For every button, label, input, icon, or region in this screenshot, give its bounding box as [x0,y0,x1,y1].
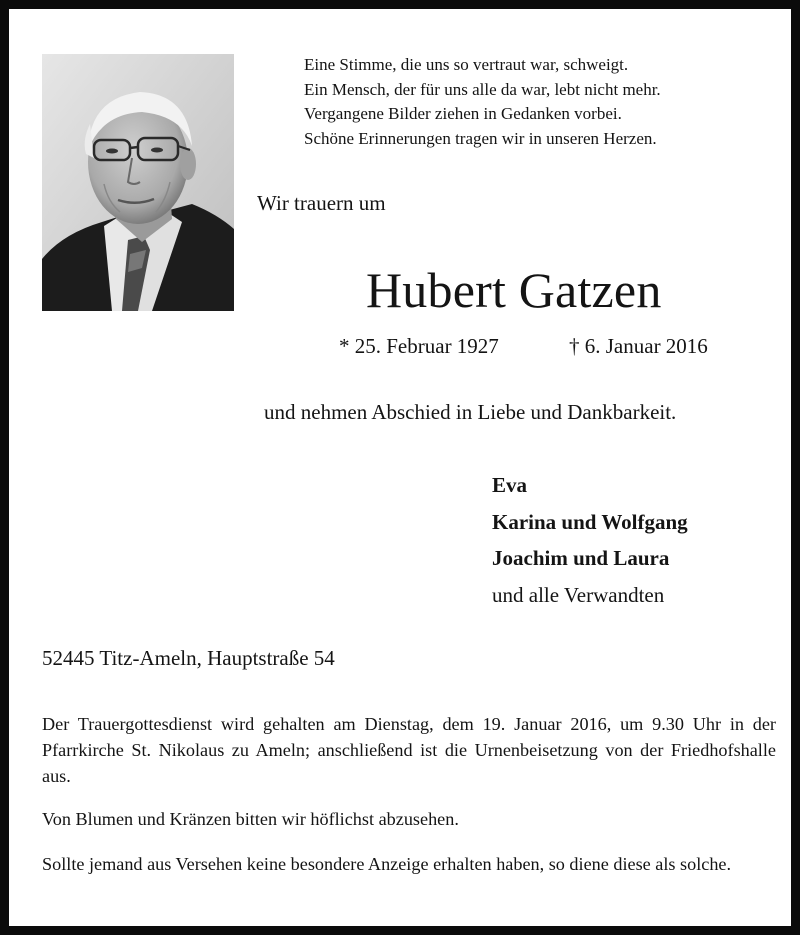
poem-line: Vergangene Bilder ziehen in Gedanken vorbei. [304,104,622,123]
memorial-poem [304,53,661,151]
birth-date: * 25. Februar 1927 [339,334,499,358]
notice-statement: Sollte jemand aus Versehen keine besondere Anzeige erhalten haben, so diene diese als solche. [42,854,732,874]
mourner-name: Joachim und Laura [492,546,670,570]
flowers-request: Von Blumen und Kränzen bitten wir höflichst abzusehen. [42,809,459,829]
portrait-photo [42,54,234,311]
mourning-intro: Wir trauern um [257,191,386,215]
poem-line: Ein Mensch, der für uns alle da war, lebt nicht mehr. [304,79,661,99]
funeral-service-info: Der Trauergottesdienst wird gehalten am Dienstag, dem 19. Januar 2016, um 9.30 Uhr in der Pfarrkirche St. Nikolaus zu Ameln; anschließend ist die Urnenbeisetzung von der Friedhofshalle aus. [42,714,776,786]
relatives-line: und alle Verwandten [492,582,665,607]
poem-line: Eine Stimme, die uns so vertraut war, schweigt. [304,55,629,74]
mourner-name: Eva [492,473,528,497]
family-address: 52445 Titz-Ameln, Hauptstraße 54 [42,646,335,670]
death-date: † 6. Januar 2016 [569,334,708,358]
mourners-list [492,467,688,613]
deceased-name: Hubert Gatzen [366,262,662,318]
mourner-name: Karina und Wolfgang [492,509,688,534]
poem-line: Schöne Erinnerungen tragen wir in unseren Herzen. [304,128,657,148]
farewell-line: und nehmen Abschied in Liebe und Dankbarkeit. [264,400,677,424]
